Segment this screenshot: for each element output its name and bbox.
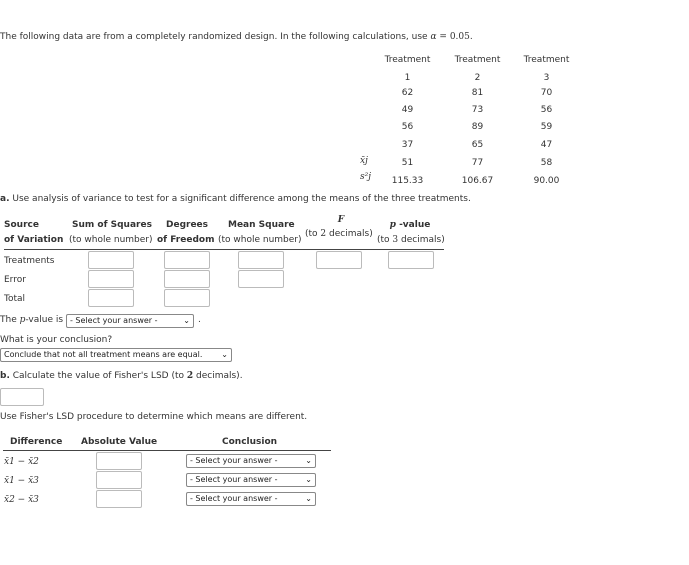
data-cell: 56 <box>401 122 414 132</box>
ms-error-input[interactable] <box>238 270 284 288</box>
p-subheader: (to 3 decimals) <box>377 235 445 245</box>
treatment-2-header: Treatment <box>454 55 501 65</box>
variance-value: 115.33 <box>391 176 424 186</box>
ms-header: Mean Square <box>228 220 295 230</box>
conclusion-2-3-select[interactable]: - Select your answer - ⌄ <box>186 492 316 506</box>
variance-value: 106.67 <box>461 176 494 186</box>
intro-text: The following data are from a completely randomized design. In the following calculations, use α = 0.05. <box>0 32 473 42</box>
df-header: Degrees <box>166 220 209 230</box>
data-cell: 81 <box>471 88 484 98</box>
diff-label-2-3: x̄2 − x̄3 <box>4 495 39 505</box>
df-treatments-input[interactable] <box>164 251 210 269</box>
data-cell: 65 <box>471 140 484 150</box>
abs-value-1-2-input[interactable] <box>96 452 142 470</box>
pvalue-period: . <box>198 315 201 325</box>
mean-value: 77 <box>471 158 484 168</box>
treatment-2-number: 2 <box>474 73 481 83</box>
data-cell: 70 <box>540 88 553 98</box>
part-a-prompt: a. Use analysis of variance to test for a significant difference among the means of the three treatments. <box>0 194 471 204</box>
df-subheader: of Freedom <box>157 235 215 245</box>
conclusion-header: Conclusion <box>222 437 278 447</box>
variance-label: s²j <box>360 172 372 182</box>
conclusion-question: What is your conclusion? <box>0 335 113 345</box>
diff-label-1-2: x̄1 − x̄2 <box>4 457 39 467</box>
ss-error-input[interactable] <box>88 270 134 288</box>
data-cell: 59 <box>540 122 553 132</box>
mean-value: 58 <box>540 158 553 168</box>
df-error-input[interactable] <box>164 270 210 288</box>
data-cell: 73 <box>471 105 484 115</box>
of-variation-header: of Variation <box>4 235 64 245</box>
diff-label-1-3: x̄1 − x̄3 <box>4 476 39 486</box>
p-header: p -value <box>389 220 431 230</box>
ss-subheader: (to whole number) <box>69 235 153 245</box>
part-b-prompt: b. Calculate the value of Fisher's LSD (to 2 decimals). <box>0 371 243 381</box>
conclusion-1-2-select[interactable]: - Select your answer - ⌄ <box>186 454 316 468</box>
ss-treatments-input[interactable] <box>88 251 134 269</box>
ss-total-input[interactable] <box>88 289 134 307</box>
data-cell: 47 <box>540 140 553 150</box>
treatment-3-number: 3 <box>543 73 550 83</box>
mean-value: 51 <box>401 158 414 168</box>
chevron-down-icon: ⌄ <box>183 316 190 325</box>
chevron-down-icon: ⌄ <box>305 456 312 465</box>
abs-value-2-3-input[interactable] <box>96 490 142 508</box>
f-header: F <box>337 215 345 225</box>
use-fisher-text: Use Fisher's LSD procedure to determine which means are different. <box>0 412 308 422</box>
conclusion-select[interactable]: Conclude that not all treatment means are equal. ⌄ <box>0 348 232 362</box>
row-label-treatments: Treatments <box>4 256 55 266</box>
row-label-error: Error <box>4 275 26 285</box>
source-header: Source <box>4 220 39 230</box>
ms-treatments-input[interactable] <box>238 251 284 269</box>
df-total-input[interactable] <box>164 289 210 307</box>
fisher-lsd-input[interactable] <box>0 388 44 406</box>
abs-value-1-3-input[interactable] <box>96 471 142 489</box>
p-value-input[interactable] <box>388 251 434 269</box>
data-cell: 89 <box>471 122 484 132</box>
fisher-header-divider <box>3 450 331 451</box>
row-label-total: Total <box>4 294 26 304</box>
treatment-3-header: Treatment <box>523 55 570 65</box>
data-cell: 62 <box>401 88 414 98</box>
ss-header: Sum of Squares <box>72 220 152 230</box>
conclusion-1-3-select[interactable]: - Select your answer - ⌄ <box>186 473 316 487</box>
chevron-down-icon: ⌄ <box>305 494 312 503</box>
data-cell: 56 <box>540 105 553 115</box>
treatment-1-header: Treatment <box>384 55 431 65</box>
f-subheader: (to 2 decimals) <box>305 229 373 239</box>
pvalue-sentence: The p-value is <box>0 315 64 325</box>
f-input[interactable] <box>316 251 362 269</box>
anova-header-divider <box>4 249 444 250</box>
chevron-down-icon: ⌄ <box>221 350 228 359</box>
difference-header: Difference <box>10 437 63 447</box>
variance-value: 90.00 <box>533 176 560 186</box>
data-cell: 37 <box>401 140 414 150</box>
pvalue-range-select[interactable]: - Select your answer - ⌄ <box>66 314 194 328</box>
absolute-value-header: Absolute Value <box>81 437 158 447</box>
ms-subheader: (to whole number) <box>218 235 302 245</box>
mean-label: x̄j <box>360 156 368 166</box>
treatment-1-number: 1 <box>404 73 411 83</box>
data-cell: 49 <box>401 105 414 115</box>
chevron-down-icon: ⌄ <box>305 475 312 484</box>
